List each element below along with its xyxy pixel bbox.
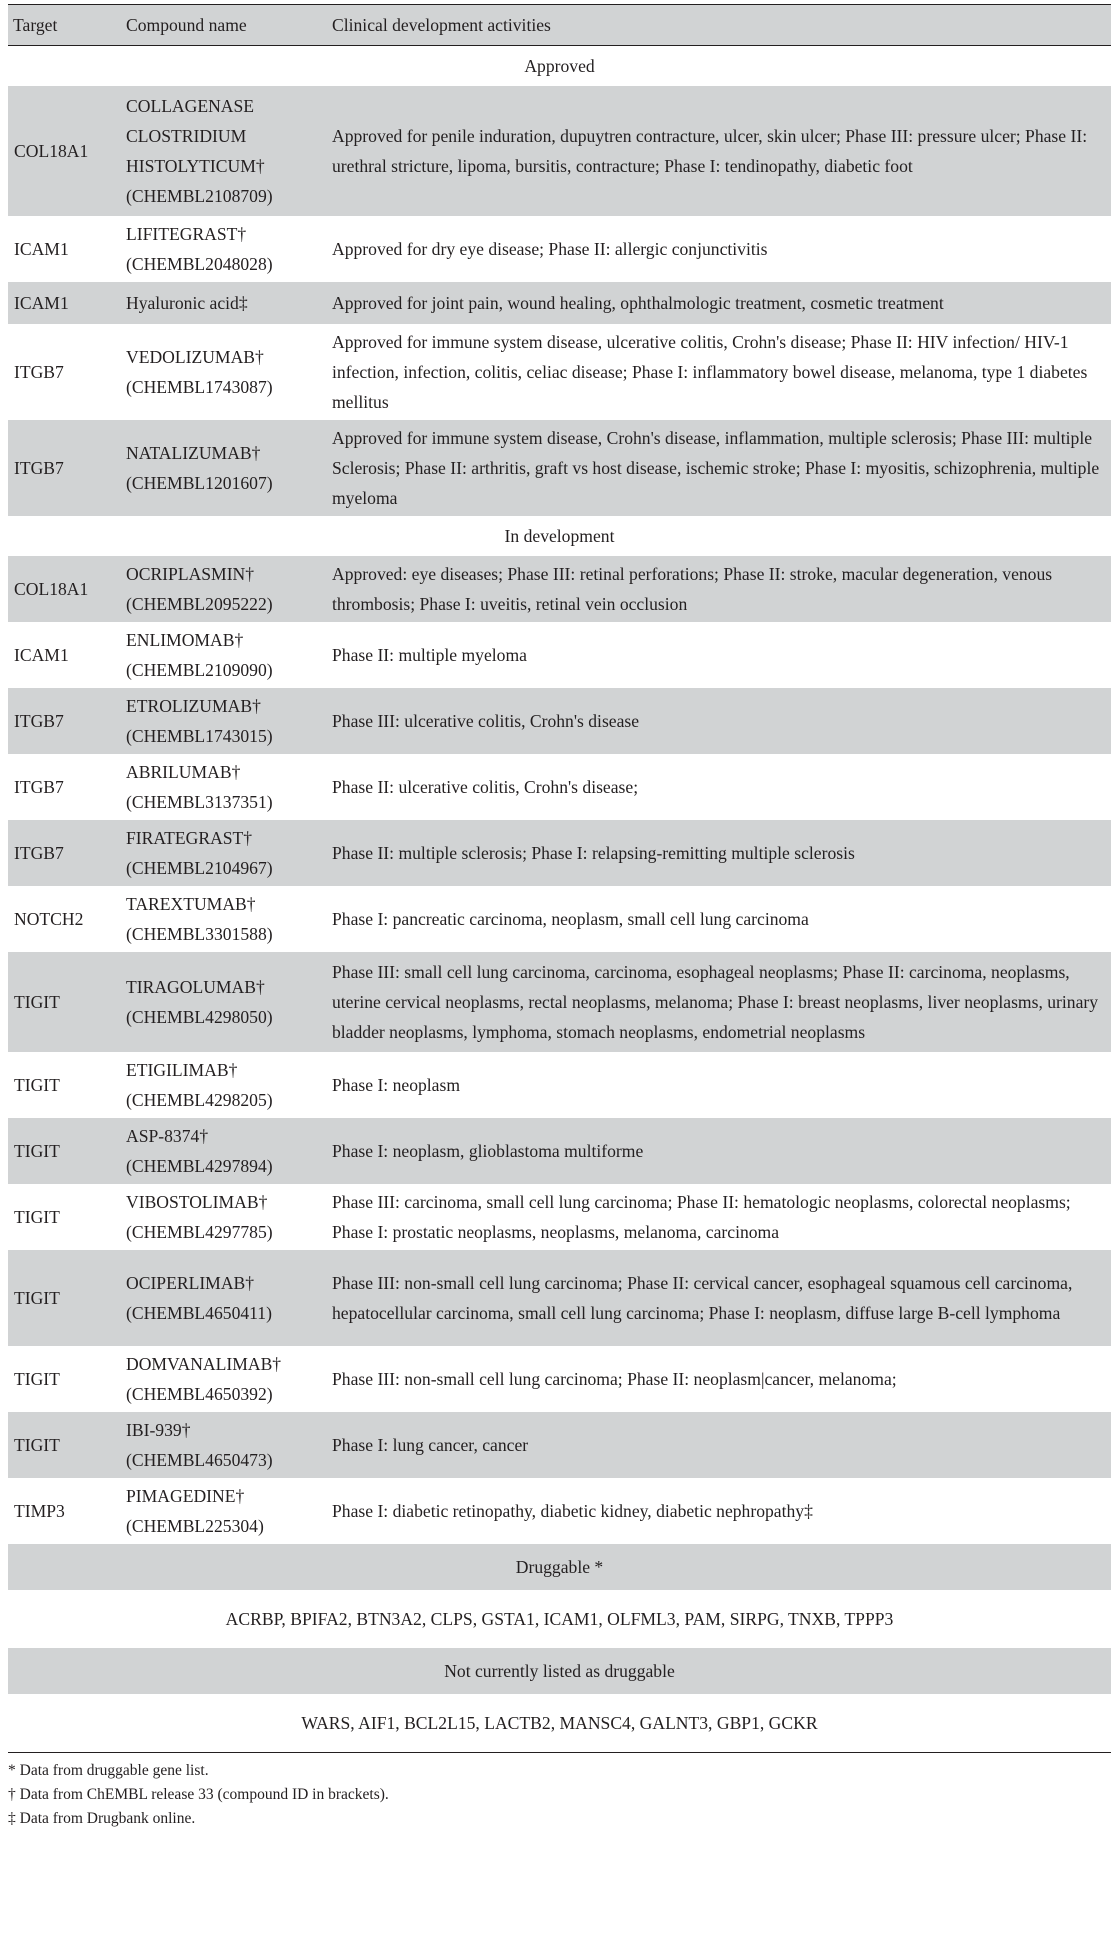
table-row: [8, 86, 1111, 216]
table-row: [8, 1412, 1111, 1478]
target-cell: ITGB7: [14, 362, 64, 382]
target-cell: TIGIT: [14, 1075, 60, 1095]
activities-cell: Phase II: multiple myeloma: [332, 645, 527, 665]
target-cell: TIGIT: [8, 1118, 116, 1184]
footnote-chembl: † Data from ChEMBL release 33 (compound ID in brackets).: [8, 1786, 389, 1803]
not-druggable-genes-row: [8, 1694, 1111, 1753]
section-row-not-druggable: [8, 1648, 1111, 1694]
compound-cell: VEDOLIZUMAB† (CHEMBL1743087): [126, 347, 273, 397]
section-row-druggable: [8, 1544, 1111, 1590]
target-cell: COL18A1: [8, 556, 116, 622]
activities-cell: Phase III: carcinoma, small cell lung carcinoma; Phase II: hematologic neoplasms, colorectal neoplasms; Phase I: prostatic neoplasms, neoplasms, melanoma, carcinoma: [332, 1192, 1071, 1242]
table-row: [8, 420, 1111, 516]
table-row: [8, 1184, 1111, 1250]
target-cell: ITGB7: [8, 820, 116, 886]
compound-cell: DOMVANALIMAB† (CHEMBL4650392): [126, 1354, 282, 1404]
target-cell: ICAM1: [8, 282, 116, 324]
compound-cell: TIRAGOLUMAB† (CHEMBL4298050): [116, 952, 320, 1052]
table-row: [8, 952, 1111, 1052]
table-row: [8, 688, 1111, 754]
activities-cell: Approved for joint pain, wound healing, ophthalmologic treatment, cosmetic treatment: [320, 282, 1111, 324]
target-cell: ICAM1: [14, 239, 69, 259]
activities-cell: Phase I: diabetic retinopathy, diabetic kidney, diabetic nephropathy‡: [332, 1501, 813, 1521]
activities-cell: Phase III: small cell lung carcinoma, carcinoma, esophageal neoplasms; Phase II: carcinoma, neoplasms, uterine cervical neoplasms, rectal neoplasms, melanoma; Phase I: breast neoplasms, liver neoplasms, urinary bladder neoplasms, lymphoma, stomach neoplasms, endometrial neoplasms: [320, 952, 1111, 1052]
compound-cell: PIMAGEDINE† (CHEMBL225304): [126, 1486, 264, 1536]
target-cell: TIMP3: [14, 1501, 65, 1521]
druggable-genes-list: ACRBP, BPIFA2, BTN3A2, CLPS, GSTA1, ICAM1, OLFML3, PAM, SIRPG, TNXB, TPPP3: [225, 1609, 894, 1629]
target-cell: COL18A1: [8, 86, 116, 216]
activities-cell: Approved for immune system disease, ulcerative colitis, Crohn's disease; Phase II: HIV infection/ HIV-1 infection, infection, colitis, celiac disease; Phase I: inflammatory bowel disease, melanoma, type 1 diabetes mellitus: [332, 332, 1088, 412]
section-label: Approved: [524, 56, 595, 76]
target-cell: TIGIT: [8, 1250, 116, 1346]
compound-cell: ENLIMOMAB† (CHEMBL2109090): [126, 630, 273, 680]
table-row: [8, 820, 1111, 886]
compound-cell: OCIPERLIMAB† (CHEMBL4650411): [116, 1250, 320, 1346]
compound-cell: ETROLIZUMAB† (CHEMBL1743015): [116, 688, 320, 754]
compound-cell: IBI-939† (CHEMBL4650473): [116, 1412, 320, 1478]
table-row: [8, 1478, 1111, 1544]
activities-cell: Phase II: ulcerative colitis, Crohn's disease;: [332, 777, 639, 797]
header-compound: Compound name: [116, 5, 320, 46]
clinical-development-table: [8, 4, 1111, 1753]
compound-cell: NATALIZUMAB† (CHEMBL1201607): [116, 420, 320, 516]
table-row: [8, 324, 1111, 420]
footnote-druggable: * Data from druggable gene list.: [8, 1762, 209, 1779]
table-row: [8, 622, 1111, 688]
compound-cell: OCRIPLASMIN† (CHEMBL2095222): [116, 556, 320, 622]
compound-cell: ABRILUMAB† (CHEMBL3137351): [126, 762, 273, 812]
activities-cell: Phase I: neoplasm: [332, 1075, 461, 1095]
footnote-drugbank: ‡ Data from Drugbank online.: [8, 1810, 196, 1827]
table-document: [8, 4, 1111, 1831]
activities-cell: Phase I: pancreatic carcinoma, neoplasm, small cell lung carcinoma: [332, 909, 809, 929]
header-activities: Clinical development activities: [320, 5, 1111, 46]
activities-cell: Approved for dry eye disease; Phase II: allergic conjunctivitis: [332, 239, 768, 259]
target-cell: ITGB7: [8, 688, 116, 754]
table-row: [8, 754, 1111, 820]
target-cell: TIGIT: [14, 1369, 60, 1389]
target-cell: NOTCH2: [14, 909, 84, 929]
table-row: [8, 886, 1111, 952]
not-druggable-genes-list: WARS, AIF1, BCL2L15, LACTB2, MANSC4, GALNT3, GBP1, GCKR: [8, 1694, 1111, 1753]
compound-cell: FIRATEGRAST† (CHEMBL2104967): [116, 820, 320, 886]
activities-cell: Approved for penile induration, dupuytren contracture, ulcer, skin ulcer; Phase III: pressure ulcer; Phase II: urethral stricture, lipoma, bursitis, contracture; Phase I: tendinopathy, diabetic foot: [320, 86, 1111, 216]
activities-cell: Phase II: multiple sclerosis; Phase I: relapsing-remitting multiple sclerosis: [320, 820, 1111, 886]
table-row: [8, 556, 1111, 622]
target-cell: TIGIT: [14, 1207, 60, 1227]
compound-cell: LIFITEGRAST† (CHEMBL2048028): [126, 224, 273, 274]
section-label: Not currently listed as druggable: [8, 1648, 1111, 1694]
compound-cell: Hyaluronic acid‡: [116, 282, 320, 324]
compound-cell: COLLAGENASE CLOSTRIDIUM HISTOLYTICUM† (CHEMBL2108709): [116, 86, 320, 216]
target-cell: ITGB7: [14, 777, 64, 797]
header-target: Target: [8, 5, 116, 46]
activities-cell: Phase I: lung cancer, cancer: [320, 1412, 1111, 1478]
target-cell: ICAM1: [14, 645, 69, 665]
table-row: [8, 1052, 1111, 1118]
table-row: [8, 1346, 1111, 1412]
target-cell: TIGIT: [8, 1412, 116, 1478]
druggable-genes-row: [8, 1590, 1111, 1648]
table-row: [8, 1250, 1111, 1346]
header-row: [8, 5, 1111, 46]
section-row-approved: [8, 46, 1111, 87]
activities-cell: Phase III: ulcerative colitis, Crohn's disease: [320, 688, 1111, 754]
section-label: Druggable *: [8, 1544, 1111, 1590]
target-cell: ITGB7: [8, 420, 116, 516]
section-label: In development: [504, 526, 615, 546]
compound-cell: ASP-8374† (CHEMBL4297894): [116, 1118, 320, 1184]
activities-cell: Phase I: neoplasm, glioblastoma multiforme: [320, 1118, 1111, 1184]
table-row: [8, 1118, 1111, 1184]
activities-cell: Approved for immune system disease, Crohn's disease, inflammation, multiple sclerosis; Phase III: multiple Sclerosis; Phase II: arthritis, graft vs host disease, ischemic stroke; Phase I: myositis, schizophrenia, multiple myeloma: [320, 420, 1111, 516]
table-row: [8, 282, 1111, 324]
activities-cell: Approved: eye diseases; Phase III: retinal perforations; Phase II: stroke, macular degeneration, venous thrombosis; Phase I: uveitis, retinal vein occlusion: [320, 556, 1111, 622]
target-cell: TIGIT: [8, 952, 116, 1052]
footnotes: [8, 1759, 1111, 1831]
table-row: [8, 216, 1111, 282]
section-row-in-development: [8, 516, 1111, 556]
compound-cell: VIBOSTOLIMAB† (CHEMBL4297785): [126, 1192, 273, 1242]
compound-cell: TAREXTUMAB† (CHEMBL3301588): [126, 894, 273, 944]
activities-cell: Phase III: non-small cell lung carcinoma; Phase II: neoplasm|cancer, melanoma;: [332, 1369, 897, 1389]
activities-cell: Phase III: non-small cell lung carcinoma; Phase II: cervical cancer, esophageal squamous cell carcinoma, hepatocellular carcinoma, small cell lung carcinoma; Phase I: neoplasm, diffuse large B-cell lymphoma: [320, 1250, 1111, 1346]
compound-cell: ETIGILIMAB† (CHEMBL4298205): [126, 1060, 273, 1110]
